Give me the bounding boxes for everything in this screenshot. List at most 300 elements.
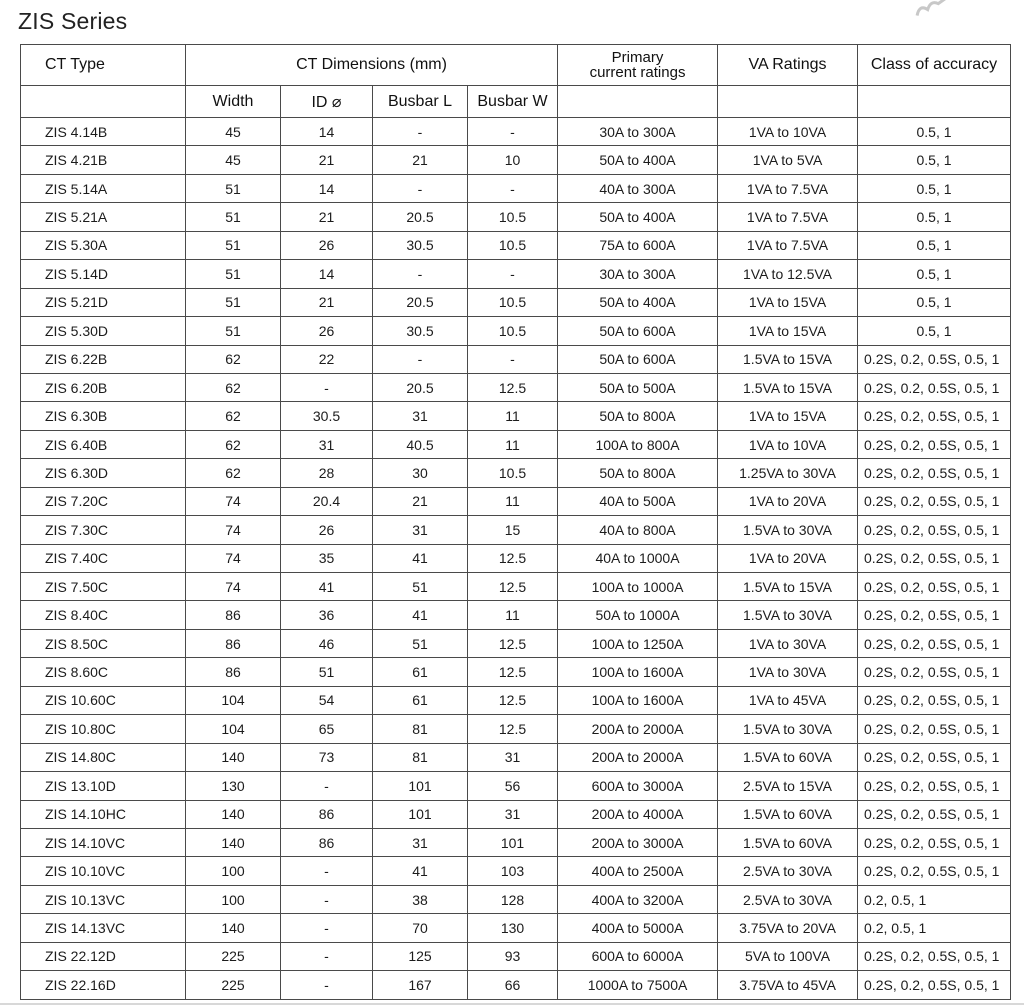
cell-class-of-accuracy: 0.5, 1 — [858, 174, 1011, 202]
table-header — [21, 45, 1011, 118]
cell-primary-current: 400A to 3200A — [558, 885, 718, 913]
subheader-blank — [858, 86, 1011, 118]
cell-width: 74 — [186, 544, 281, 572]
cell-id: 22 — [281, 345, 373, 373]
cell-va-rating: 1VA to 30VA — [718, 658, 858, 686]
subheader-blank — [718, 86, 858, 118]
cell-va-rating: 1.5VA to 30VA — [718, 516, 858, 544]
cell-primary-current: 400A to 2500A — [558, 857, 718, 885]
cell-ct-type: ZIS 5.30D — [21, 317, 186, 345]
table-row — [21, 345, 1011, 373]
table-row — [21, 373, 1011, 401]
cell-class-of-accuracy: 0.5, 1 — [858, 317, 1011, 345]
cell-width: 100 — [186, 857, 281, 885]
cell-va-rating: 1VA to 10VA — [718, 118, 858, 146]
table-row — [21, 686, 1011, 714]
cell-busbar-w: - — [468, 345, 558, 373]
cell-width: 74 — [186, 516, 281, 544]
table-row — [21, 942, 1011, 970]
cell-primary-current: 50A to 800A — [558, 459, 718, 487]
cell-class-of-accuracy: 0.5, 1 — [858, 260, 1011, 288]
table-row — [21, 544, 1011, 572]
cell-id: - — [281, 971, 373, 999]
cell-width: 62 — [186, 402, 281, 430]
cell-id: 21 — [281, 288, 373, 316]
cell-ct-type: ZIS 14.13VC — [21, 914, 186, 942]
cell-width: 62 — [186, 373, 281, 401]
cell-busbar-l: 40.5 — [373, 430, 468, 458]
cell-va-rating: 1VA to 20VA — [718, 544, 858, 572]
cell-id: 65 — [281, 715, 373, 743]
cell-ct-type: ZIS 14.80C — [21, 743, 186, 771]
cell-id: 86 — [281, 800, 373, 828]
table-row — [21, 459, 1011, 487]
table-row — [21, 885, 1011, 913]
cell-busbar-l: 81 — [373, 715, 468, 743]
header-ct-dimensions: CT Dimensions (mm) — [186, 45, 558, 86]
cell-class-of-accuracy: 0.2S, 0.2, 0.5S, 0.5, 1 — [858, 942, 1011, 970]
cell-class-of-accuracy: 0.2S, 0.2, 0.5S, 0.5, 1 — [858, 772, 1011, 800]
cell-primary-current: 200A to 3000A — [558, 828, 718, 856]
cell-busbar-w: 10.5 — [468, 231, 558, 259]
table-row — [21, 971, 1011, 999]
cell-width: 74 — [186, 573, 281, 601]
cell-width: 51 — [186, 288, 281, 316]
cell-id: - — [281, 857, 373, 885]
cell-busbar-l: 61 — [373, 686, 468, 714]
cell-va-rating: 1.5VA to 30VA — [718, 715, 858, 743]
cell-ct-type: ZIS 8.50C — [21, 629, 186, 657]
cell-busbar-l: 61 — [373, 658, 468, 686]
table-row — [21, 402, 1011, 430]
cell-ct-type: ZIS 22.12D — [21, 942, 186, 970]
table-row — [21, 317, 1011, 345]
cell-busbar-l: 30.5 — [373, 231, 468, 259]
cell-ct-type: ZIS 14.10VC — [21, 828, 186, 856]
cell-busbar-l: 41 — [373, 857, 468, 885]
cell-va-rating: 1VA to 7.5VA — [718, 203, 858, 231]
cell-busbar-l: 30.5 — [373, 317, 468, 345]
cell-class-of-accuracy: 0.2S, 0.2, 0.5S, 0.5, 1 — [858, 487, 1011, 515]
cell-class-of-accuracy: 0.5, 1 — [858, 231, 1011, 259]
cell-primary-current: 50A to 400A — [558, 288, 718, 316]
cell-primary-current: 30A to 300A — [558, 260, 718, 288]
cell-busbar-w: 101 — [468, 828, 558, 856]
cell-primary-current: 50A to 600A — [558, 317, 718, 345]
cell-class-of-accuracy: 0.2S, 0.2, 0.5S, 0.5, 1 — [858, 544, 1011, 572]
cell-id: - — [281, 373, 373, 401]
cell-va-rating: 1VA to 45VA — [718, 686, 858, 714]
cell-busbar-w: 12.5 — [468, 573, 558, 601]
cell-busbar-w: 103 — [468, 857, 558, 885]
cell-busbar-l: 81 — [373, 743, 468, 771]
cell-primary-current: 40A to 1000A — [558, 544, 718, 572]
cell-class-of-accuracy: 0.5, 1 — [858, 146, 1011, 174]
cell-va-rating: 2.5VA to 30VA — [718, 885, 858, 913]
cell-busbar-l: 20.5 — [373, 203, 468, 231]
cell-busbar-l: 21 — [373, 487, 468, 515]
cell-busbar-l: - — [373, 118, 468, 146]
cell-primary-current: 50A to 600A — [558, 345, 718, 373]
cell-width: 104 — [186, 686, 281, 714]
cell-width: 140 — [186, 914, 281, 942]
cell-primary-current: 600A to 6000A — [558, 942, 718, 970]
cell-ct-type: ZIS 22.16D — [21, 971, 186, 999]
cell-ct-type: ZIS 7.30C — [21, 516, 186, 544]
cell-va-rating: 1VA to 20VA — [718, 487, 858, 515]
header-class-of-accuracy: Class of accuracy — [858, 45, 1011, 86]
cell-width: 62 — [186, 345, 281, 373]
cell-id: - — [281, 885, 373, 913]
table-row — [21, 772, 1011, 800]
cell-va-rating: 1.5VA to 60VA — [718, 828, 858, 856]
cell-busbar-l: 51 — [373, 629, 468, 657]
cell-primary-current: 1000A to 7500A — [558, 971, 718, 999]
cell-va-rating: 1VA to 5VA — [718, 146, 858, 174]
cell-class-of-accuracy: 0.2S, 0.2, 0.5S, 0.5, 1 — [858, 430, 1011, 458]
cell-ct-type: ZIS 4.14B — [21, 118, 186, 146]
cell-id: 21 — [281, 203, 373, 231]
table-row — [21, 146, 1011, 174]
cell-va-rating: 3.75VA to 20VA — [718, 914, 858, 942]
cell-width: 130 — [186, 772, 281, 800]
cell-ct-type: ZIS 6.30D — [21, 459, 186, 487]
cell-id: 86 — [281, 828, 373, 856]
cell-class-of-accuracy: 0.2S, 0.2, 0.5S, 0.5, 1 — [858, 743, 1011, 771]
cell-ct-type: ZIS 10.10VC — [21, 857, 186, 885]
cell-id: 35 — [281, 544, 373, 572]
cell-width: 51 — [186, 260, 281, 288]
cell-width: 62 — [186, 459, 281, 487]
cell-width: 45 — [186, 118, 281, 146]
cell-busbar-w: 31 — [468, 800, 558, 828]
cell-ct-type: ZIS 14.10HC — [21, 800, 186, 828]
cell-id: 41 — [281, 573, 373, 601]
cell-id: 54 — [281, 686, 373, 714]
cell-ct-type: ZIS 4.21B — [21, 146, 186, 174]
cell-primary-current: 50A to 1000A — [558, 601, 718, 629]
table-row — [21, 118, 1011, 146]
cell-primary-current: 200A to 2000A — [558, 715, 718, 743]
cell-id: 31 — [281, 430, 373, 458]
cell-primary-current: 50A to 400A — [558, 203, 718, 231]
cell-busbar-w: 10 — [468, 146, 558, 174]
cell-ct-type: ZIS 6.30B — [21, 402, 186, 430]
cell-width: 86 — [186, 601, 281, 629]
cell-primary-current: 50A to 500A — [558, 373, 718, 401]
subheader-row — [21, 86, 1011, 118]
cell-busbar-w: 10.5 — [468, 288, 558, 316]
header-primary-current — [558, 45, 718, 86]
table-row — [21, 857, 1011, 885]
cell-class-of-accuracy: 0.2S, 0.2, 0.5S, 0.5, 1 — [858, 516, 1011, 544]
cell-width: 225 — [186, 971, 281, 999]
header-va-ratings: VA Ratings — [718, 45, 858, 86]
cell-va-rating: 2.5VA to 30VA — [718, 857, 858, 885]
cell-busbar-l: - — [373, 260, 468, 288]
cell-ct-type: ZIS 7.20C — [21, 487, 186, 515]
cell-va-rating: 1VA to 10VA — [718, 430, 858, 458]
cell-busbar-l: 167 — [373, 971, 468, 999]
cell-busbar-w: 10.5 — [468, 317, 558, 345]
cell-class-of-accuracy: 0.2S, 0.2, 0.5S, 0.5, 1 — [858, 828, 1011, 856]
cell-busbar-l: 51 — [373, 573, 468, 601]
cell-primary-current: 600A to 3000A — [558, 772, 718, 800]
table-row — [21, 231, 1011, 259]
cell-busbar-l: 41 — [373, 544, 468, 572]
cell-ct-type: ZIS 5.14D — [21, 260, 186, 288]
header-width: Width — [186, 86, 281, 118]
cell-va-rating: 1.5VA to 60VA — [718, 800, 858, 828]
cell-busbar-l: - — [373, 345, 468, 373]
cell-busbar-w: - — [468, 118, 558, 146]
cell-id: 20.4 — [281, 487, 373, 515]
cell-id: 14 — [281, 260, 373, 288]
cell-width: 45 — [186, 146, 281, 174]
cell-va-rating: 1.5VA to 60VA — [718, 743, 858, 771]
cell-busbar-l: 41 — [373, 601, 468, 629]
cell-busbar-l: 125 — [373, 942, 468, 970]
cell-primary-current: 40A to 500A — [558, 487, 718, 515]
cell-primary-current: 40A to 300A — [558, 174, 718, 202]
cell-ct-type: ZIS 5.14A — [21, 174, 186, 202]
cell-busbar-w: 15 — [468, 516, 558, 544]
page-bottom-rule — [0, 1003, 1024, 1005]
cell-busbar-w: 11 — [468, 487, 558, 515]
cell-id: 26 — [281, 317, 373, 345]
cell-va-rating: 1VA to 30VA — [718, 629, 858, 657]
cell-class-of-accuracy: 0.2S, 0.2, 0.5S, 0.5, 1 — [858, 715, 1011, 743]
cell-busbar-w: - — [468, 260, 558, 288]
page-title: ZIS Series — [18, 8, 128, 34]
cell-va-rating: 5VA to 100VA — [718, 942, 858, 970]
cell-id: - — [281, 942, 373, 970]
cell-id: 21 — [281, 146, 373, 174]
cell-id: - — [281, 772, 373, 800]
cell-class-of-accuracy: 0.2S, 0.2, 0.5S, 0.5, 1 — [858, 629, 1011, 657]
table-row — [21, 658, 1011, 686]
cell-busbar-w: 12.5 — [468, 544, 558, 572]
table-row — [21, 203, 1011, 231]
cell-id: 51 — [281, 658, 373, 686]
table-row — [21, 260, 1011, 288]
cell-busbar-w: 10.5 — [468, 203, 558, 231]
cell-id: 14 — [281, 174, 373, 202]
cell-va-rating: 1VA to 7.5VA — [718, 174, 858, 202]
cell-class-of-accuracy: 0.2S, 0.2, 0.5S, 0.5, 1 — [858, 573, 1011, 601]
cell-va-rating: 1VA to 7.5VA — [718, 231, 858, 259]
header-primary-line1: Primary — [611, 49, 664, 66]
cell-busbar-w: 128 — [468, 885, 558, 913]
table-row — [21, 601, 1011, 629]
watermark-logo — [910, 0, 963, 20]
cell-primary-current: 200A to 2000A — [558, 743, 718, 771]
cell-busbar-l: 101 — [373, 772, 468, 800]
cell-class-of-accuracy: 0.2S, 0.2, 0.5S, 0.5, 1 — [858, 800, 1011, 828]
cell-busbar-l: 70 — [373, 914, 468, 942]
header-row — [21, 45, 1011, 86]
cell-busbar-l: 31 — [373, 402, 468, 430]
table-row — [21, 715, 1011, 743]
cell-busbar-l: 31 — [373, 828, 468, 856]
cell-width: 51 — [186, 317, 281, 345]
cell-id: 26 — [281, 231, 373, 259]
cell-va-rating: 1VA to 12.5VA — [718, 260, 858, 288]
cell-width: 140 — [186, 828, 281, 856]
cell-busbar-l: 20.5 — [373, 288, 468, 316]
cell-va-rating: 1.5VA to 15VA — [718, 373, 858, 401]
cell-busbar-w: 11 — [468, 402, 558, 430]
cell-class-of-accuracy: 0.2S, 0.2, 0.5S, 0.5, 1 — [858, 686, 1011, 714]
cell-va-rating: 1VA to 15VA — [718, 288, 858, 316]
table-row — [21, 573, 1011, 601]
cell-width: 51 — [186, 174, 281, 202]
header-busbar-l: Busbar L — [373, 86, 468, 118]
header-ct-type: CT Type — [21, 45, 186, 86]
cell-ct-type: ZIS 7.50C — [21, 573, 186, 601]
cell-busbar-l: 21 — [373, 146, 468, 174]
header-busbar-w: Busbar W — [468, 86, 558, 118]
cell-busbar-w: - — [468, 174, 558, 202]
cell-id: 26 — [281, 516, 373, 544]
cell-ct-type: ZIS 5.21A — [21, 203, 186, 231]
cell-id: 73 — [281, 743, 373, 771]
cell-primary-current: 100A to 1000A — [558, 573, 718, 601]
cell-ct-type: ZIS 7.40C — [21, 544, 186, 572]
header-id: ID ⌀ — [281, 86, 373, 118]
cell-busbar-l: - — [373, 174, 468, 202]
header-primary-line2: current ratings — [589, 64, 686, 81]
cell-busbar-w: 12.5 — [468, 715, 558, 743]
cell-class-of-accuracy: 0.2S, 0.2, 0.5S, 0.5, 1 — [858, 459, 1011, 487]
cell-class-of-accuracy: 0.5, 1 — [858, 288, 1011, 316]
cell-ct-type: ZIS 6.20B — [21, 373, 186, 401]
cell-primary-current: 100A to 1600A — [558, 658, 718, 686]
subheader-blank — [558, 86, 718, 118]
cell-class-of-accuracy: 0.2S, 0.2, 0.5S, 0.5, 1 — [858, 373, 1011, 401]
table-body — [21, 118, 1011, 1000]
cell-id: 28 — [281, 459, 373, 487]
cell-width: 140 — [186, 800, 281, 828]
cell-class-of-accuracy: 0.2S, 0.2, 0.5S, 0.5, 1 — [858, 971, 1011, 999]
cell-ct-type: ZIS 10.13VC — [21, 885, 186, 913]
spec-table — [20, 44, 1011, 1000]
cell-class-of-accuracy: 0.5, 1 — [858, 203, 1011, 231]
cell-class-of-accuracy: 0.2, 0.5, 1 — [858, 885, 1011, 913]
table-row — [21, 516, 1011, 544]
cell-primary-current: 100A to 1600A — [558, 686, 718, 714]
cell-width: 62 — [186, 430, 281, 458]
cell-primary-current: 75A to 600A — [558, 231, 718, 259]
cell-busbar-l: 38 — [373, 885, 468, 913]
cell-va-rating: 1VA to 15VA — [718, 402, 858, 430]
table-row — [21, 914, 1011, 942]
cell-width: 51 — [186, 203, 281, 231]
cell-busbar-w: 12.5 — [468, 658, 558, 686]
cell-va-rating: 1.5VA to 15VA — [718, 573, 858, 601]
cell-id: - — [281, 914, 373, 942]
cell-ct-type: ZIS 6.22B — [21, 345, 186, 373]
table-row — [21, 174, 1011, 202]
cell-va-rating: 1.25VA to 30VA — [718, 459, 858, 487]
table-row — [21, 800, 1011, 828]
table-row — [21, 487, 1011, 515]
cell-ct-type: ZIS 10.60C — [21, 686, 186, 714]
table-row — [21, 430, 1011, 458]
cell-class-of-accuracy: 0.5, 1 — [858, 118, 1011, 146]
cell-class-of-accuracy: 0.2S, 0.2, 0.5S, 0.5, 1 — [858, 402, 1011, 430]
cell-class-of-accuracy: 0.2S, 0.2, 0.5S, 0.5, 1 — [858, 601, 1011, 629]
cell-busbar-l: 31 — [373, 516, 468, 544]
cell-busbar-w: 12.5 — [468, 373, 558, 401]
table-row — [21, 629, 1011, 657]
cell-busbar-w: 12.5 — [468, 686, 558, 714]
cell-width: 225 — [186, 942, 281, 970]
table-row — [21, 828, 1011, 856]
cell-va-rating: 1VA to 15VA — [718, 317, 858, 345]
cell-va-rating: 1.5VA to 15VA — [718, 345, 858, 373]
cell-busbar-w: 11 — [468, 430, 558, 458]
cell-primary-current: 40A to 800A — [558, 516, 718, 544]
cell-class-of-accuracy: 0.2, 0.5, 1 — [858, 914, 1011, 942]
cell-ct-type: ZIS 13.10D — [21, 772, 186, 800]
cell-primary-current: 100A to 1250A — [558, 629, 718, 657]
cell-busbar-w: 11 — [468, 601, 558, 629]
cell-ct-type: ZIS 6.40B — [21, 430, 186, 458]
cell-width: 86 — [186, 658, 281, 686]
cell-width: 140 — [186, 743, 281, 771]
cell-busbar-w: 66 — [468, 971, 558, 999]
cell-id: 46 — [281, 629, 373, 657]
subheader-blank — [21, 86, 186, 118]
cell-primary-current: 200A to 4000A — [558, 800, 718, 828]
table-row — [21, 743, 1011, 771]
cell-busbar-w: 93 — [468, 942, 558, 970]
cell-busbar-w: 10.5 — [468, 459, 558, 487]
cell-class-of-accuracy: 0.2S, 0.2, 0.5S, 0.5, 1 — [858, 857, 1011, 885]
cell-busbar-w: 56 — [468, 772, 558, 800]
cell-va-rating: 2.5VA to 15VA — [718, 772, 858, 800]
cell-ct-type: ZIS 10.80C — [21, 715, 186, 743]
table-row — [21, 288, 1011, 316]
cell-ct-type: ZIS 5.21D — [21, 288, 186, 316]
cell-id: 36 — [281, 601, 373, 629]
cell-width: 74 — [186, 487, 281, 515]
cell-primary-current: 30A to 300A — [558, 118, 718, 146]
cell-width: 51 — [186, 231, 281, 259]
cell-width: 100 — [186, 885, 281, 913]
cell-class-of-accuracy: 0.2S, 0.2, 0.5S, 0.5, 1 — [858, 345, 1011, 373]
cell-primary-current: 50A to 400A — [558, 146, 718, 174]
cell-va-rating: 1.5VA to 30VA — [718, 601, 858, 629]
cell-class-of-accuracy: 0.2S, 0.2, 0.5S, 0.5, 1 — [858, 658, 1011, 686]
cell-primary-current: 100A to 800A — [558, 430, 718, 458]
cell-busbar-w: 130 — [468, 914, 558, 942]
cell-primary-current: 50A to 800A — [558, 402, 718, 430]
cell-id: 14 — [281, 118, 373, 146]
cell-id: 30.5 — [281, 402, 373, 430]
cell-busbar-w: 12.5 — [468, 629, 558, 657]
cell-primary-current: 400A to 5000A — [558, 914, 718, 942]
cell-ct-type: ZIS 5.30A — [21, 231, 186, 259]
cell-ct-type: ZIS 8.60C — [21, 658, 186, 686]
cell-width: 86 — [186, 629, 281, 657]
cell-va-rating: 3.75VA to 45VA — [718, 971, 858, 999]
cell-busbar-l: 101 — [373, 800, 468, 828]
cell-ct-type: ZIS 8.40C — [21, 601, 186, 629]
cell-busbar-l: 30 — [373, 459, 468, 487]
cell-busbar-w: 31 — [468, 743, 558, 771]
